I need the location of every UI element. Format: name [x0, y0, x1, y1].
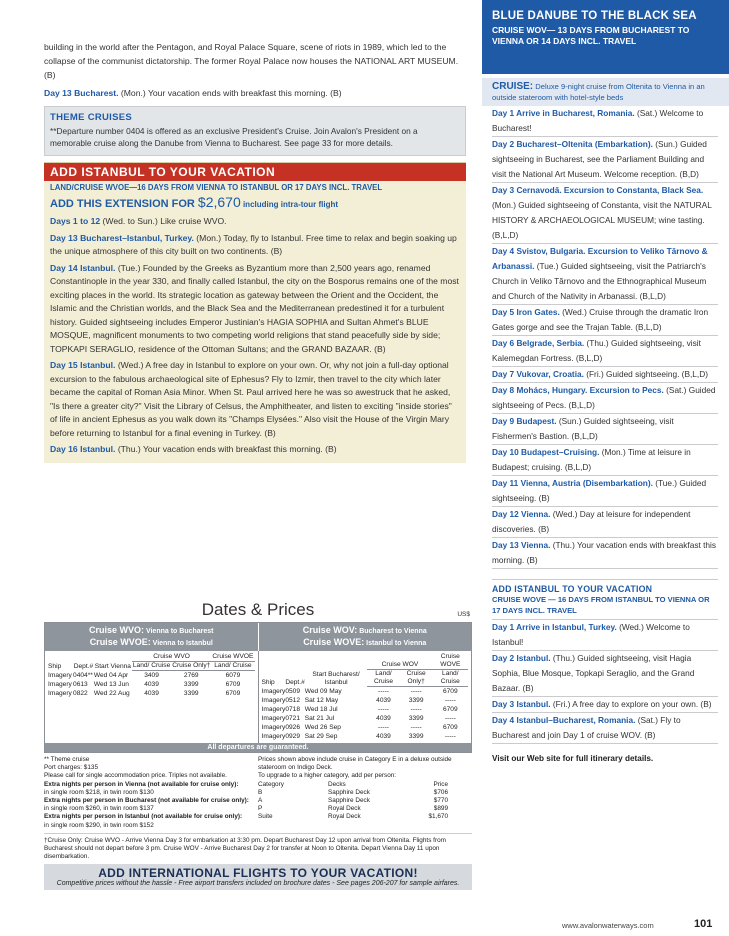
day-text: (Fri.) Guided sightseeing. (B,L,D) [583, 369, 708, 379]
day-label: Day 2 Istanbul. [492, 653, 551, 663]
upgrade-category: A [258, 797, 263, 805]
flights-title: ADD INTERNATIONAL FLIGHTS TO YOUR VACATION! [98, 866, 418, 881]
upgrade-table: Category Decks Price B Sapphire Deck $706 A Sapphire Deck $770 P Royal Deck $899 Suite Royal Deck $1,670 [258, 780, 448, 821]
table-row [262, 723, 469, 732]
table-row [262, 696, 469, 705]
day-text: (Tue.) Guided sightseeing, visit the Patriarch's Church in Veliko Tărnovo and the Ethnographical Museum and Church of the Nativity in Arbanassi. (B,L,D) [492, 261, 707, 301]
flights-banner [44, 864, 472, 890]
table-cell: Imagery [261, 715, 286, 722]
itinerary-day [492, 244, 718, 305]
dates-and-prices [44, 600, 472, 890]
fine-print-line: in single room $290, in twin room $152 [44, 821, 154, 829]
day-text: (Wed.) Cruise through the dramatic Iron Gates gorge and see the Trajan Table. (B,L,D) [492, 307, 709, 332]
upgrade-deck: Royal Deck [328, 805, 361, 813]
table-cell: 4039 [144, 690, 159, 697]
right-table-heading: Cruise WOV: Bucharest to Vienna Cruise WOVE: Istanbul to Vienna [302, 625, 427, 647]
extension-day: Days 1 to 12 (Wed. to Sun.) Like cruise WVO. [50, 216, 227, 226]
itinerary-day [492, 620, 718, 651]
left-table-heading: Cruise WVO: Vienna to Bucharest Cruise WVOE: Vienna to Istanbul [45, 623, 259, 651]
itinerary-subtitle: CRUISE WOV— 13 DAYS FROM BUCHAREST TO VIENNA OR 14 DAYS INCL. TRAVEL [492, 25, 690, 46]
table-cell: ----- [444, 697, 456, 704]
table-cell: Imagery [261, 724, 286, 731]
itinerary-day [492, 106, 718, 137]
table-cell: ----- [410, 706, 422, 713]
table-row [48, 680, 255, 689]
extension-title: ADD ISTANBUL TO YOUR VACATION [44, 163, 466, 181]
itinerary-day [492, 445, 718, 476]
day-text: (Wed.) Welcome to Istanbul! [492, 622, 690, 647]
fine-print-line: Port charges: $135 [44, 764, 98, 772]
itinerary-day [492, 305, 718, 336]
extension-subtitle: LAND/CRUISE WVOE—16 DAYS FROM VIENNA TO ISTANBUL OR 17 DAYS INCL. TRAVEL [50, 183, 383, 192]
table-cell: 0512 [285, 697, 300, 704]
day-text: (Thu.) Your vacation ends with breakfast this morning. (B) [492, 540, 716, 565]
table-cell: Imagery [48, 681, 72, 688]
table-cell: Wed 13 Jun [93, 681, 129, 688]
extension-day: Day 14 Istanbul. (Tue.) Founded by the Greeks as Byzantium more than 2,500 years ago, renamed Constantinople in the year 330, and finally called Istanbul, the city on the Bosporus remains one of the most exciting places in the world. Its strategic location as gateway between the Orient and the Occident, the Islamic and the Christian worlds, and the Black Sea and the Mediterranean predestined it for a turbulent history. Guided sightseeing includes Emperor Justinian's HAGIA SOPHIA and Sultan Ahmet's BLUE MOSQUE, magnificent monuments to two competing world religions that stand peacefully side by side; TOPKAPI SERAGLIO, residence of the Ottoman Sultans; and the GRAND BAZAAR. (B) [50, 262, 459, 354]
table-cell: 3399 [183, 681, 199, 688]
price-table-header [45, 623, 471, 651]
table-cell: Sat 12 May [304, 697, 339, 704]
extension-day: Day 13 Bucharest–Istanbul, Turkey. (Mon.) Today, fly to Istanbul. Free time to relax and begin soaking up the unique atmosphere of this city built on two continents. (B) [50, 232, 457, 256]
left-price-table: Ship Dept.# Start Vienna Cruise WVO Cruise WVOE Land/ Cruise Cruise Only† Land/ Cruise Imagery 0404** Wed 04 Apr 3409 2769 6079 Imagery 0613 Wed 13 Jun 4039 3399 6709 Imagery 0822 Wed 22 Aug 4039 3399 6709 [48, 653, 254, 697]
table-row [262, 687, 469, 697]
currency-label: US$ [457, 611, 470, 618]
right-price-table-wrap [259, 651, 472, 743]
table-cell: ----- [378, 688, 389, 695]
theme-cruises-title: THEME CRUISES [50, 112, 133, 123]
day-label: Day 4 Istanbul–Bucharest, Romania. [492, 715, 636, 725]
dates-title: Dates & Prices US$ [201, 600, 470, 619]
itinerary-day [492, 383, 718, 414]
table-cell: 6079 [225, 672, 241, 679]
day-label: Day 3 Istanbul. [492, 699, 551, 709]
day-text: (Sun.) Guided sightseeing in Bucharest, see the Parliament Building and visit the National Art Museum. Welcome reception. (B,D) [492, 139, 707, 179]
footer-url[interactable]: www.avalonwaterways.com [562, 921, 654, 930]
table-cell: 6709 [225, 690, 241, 697]
upgrade-category: Suite [258, 813, 273, 821]
day-label: Day 7 Vukovar, Croatia. [492, 369, 584, 379]
itinerary-day [492, 183, 718, 244]
table-cell: 4039 [376, 697, 391, 704]
flights-subtitle: Competitive prices without the hassle - Free airport transfers included on brochure dates - See pages 206-207 for sample airfares. [56, 880, 460, 888]
itinerary-body [482, 106, 718, 763]
page-number: 101 [694, 918, 713, 930]
table-cell: 2769 [183, 672, 199, 679]
table-cell: 6709 [442, 724, 458, 731]
intro-day13: Day 13 Bucharest. (Mon.) Your vacation ends with breakfast this morning. (B) [44, 88, 342, 98]
fine-print [44, 753, 472, 830]
itinerary-day [492, 137, 718, 183]
table-cell: ----- [444, 733, 456, 740]
extension-day: Day 15 Istanbul. (Wed.) A free day in Istanbul to explore on your own. Or, why not join a full-day optional excursion to the fabulous archaeological site of Ephesus? Fly to Izmir, then travel to the city which later became the capital of Roman Asia Minor. When St. Paul arrived here he was so awestruck that he asked, "Is there a greater city?" Visit the Library of Celsus, the Amphitheater, and listen to exciting "inside stories" of life in ancient Ephesus as you walk down its "Champs Elysées." Also visit the House of the Virgin Mary before returning to Istanbul for a final evening in Turkey. (B) [50, 360, 452, 438]
table-cell: 3399 [408, 733, 424, 740]
day-label: Day 2 Bucharest–Oltenita (Embarkation). [492, 139, 653, 149]
day-label: Day 10 Budapest–Cruising. [492, 447, 600, 457]
table-cell: 4039 [144, 681, 159, 688]
cruise-only-note: †Cruise Only: Cruise WVO - Arrive Vienna Day 3 for embarkation at 3:30 pm. Depart Bucharest Day 12 upon arrival from Oltenita. Flights from Bucharest should not depart before 3 pm. Cruise WOV - Arrive Bucharest Day 2 for transfer at Noon to Oltenita. Depart Vienna Day 11 upon disembarkation. [44, 833, 472, 862]
day-text: (Wed.) Day at leisure for independent discoveries. (B) [492, 509, 691, 534]
table-row [48, 689, 255, 698]
table-cell: ----- [444, 715, 456, 722]
day-label: Day 5 Iron Gates. [492, 307, 560, 317]
itinerary-day [492, 367, 718, 383]
table-cell: Wed 26 Sep [304, 724, 341, 731]
table-cell: 4039 [376, 733, 391, 740]
table-cell: 6709 [442, 688, 458, 695]
table-cell: Imagery [261, 733, 286, 740]
fine-print-line: Extra nights per person in Bucharest (not available for cruise only): [44, 797, 249, 805]
table-cell: ----- [378, 706, 389, 713]
day-text: (Sun.) Guided sightseeing, visit Fishermen's Bastion. (B,L,D) [492, 416, 674, 441]
upgrade-price: $1,670 [428, 813, 448, 821]
table-cell: Imagery [48, 671, 72, 679]
table-cell: 0404** [73, 671, 93, 679]
table-cell: Wed 22 Aug [93, 690, 130, 697]
cruise-summary: CRUISE: Deluxe 9-night cruise from Oltenita to Vienna in an outside stateroom with hotel-style beds [482, 78, 729, 106]
itinerary-day [492, 476, 718, 507]
table-cell: 6709 [225, 681, 241, 688]
table-cell: Sat 29 Sep [304, 733, 338, 740]
upgrade-deck: Sapphire Deck [328, 788, 370, 796]
price-table-box [44, 622, 472, 753]
table-row [48, 671, 255, 681]
theme-cruises-box [44, 106, 466, 156]
extension-day: Day 16 Istanbul. (Thu.) Your vacation ends with breakfast this morning. (B) [50, 444, 337, 454]
table-cell: ----- [410, 688, 422, 695]
itinerary-day [492, 538, 718, 569]
guaranteed-banner: All departures are guaranteed. [45, 743, 471, 752]
fine-print-left [44, 756, 258, 830]
table-cell: Imagery [261, 687, 286, 695]
upgrade-deck: Sapphire Deck [328, 797, 370, 805]
table-cell: 0721 [285, 715, 300, 722]
day-label: Day 9 Budapest. [492, 416, 557, 426]
itinerary-day [492, 414, 718, 445]
table-cell: 0613 [73, 681, 88, 688]
upgrade-category: P [258, 805, 263, 813]
itinerary-day [492, 336, 718, 367]
table-cell: 3409 [144, 672, 159, 679]
day-label: Day 3 Cernavodă. Excursion to Constanta, Black Sea. [492, 185, 704, 195]
upgrade-deck: Royal Deck [328, 813, 361, 821]
table-row [262, 732, 469, 741]
extension-days [492, 620, 718, 744]
table-cell: ----- [378, 724, 389, 731]
table-cell: 0822 [73, 690, 88, 697]
table-cell: 0509 [285, 687, 300, 695]
fine-print-line: Extra nights per person in Vienna (not available for cruise only): [44, 780, 239, 788]
day-text: (Thu.) Guided sightseeing, visit Hagia Sophia, Blue Mosque, Topkapi Seraglio, and the Grand Bazaar. (B) [492, 653, 695, 693]
right-price-table: Ship Dept.# Start Bucharest/ Istanbul Cruise WOV Cruise WOVE Land/ Cruise Cruise Only† Land/ Cruise Imagery 0509 Wed 09 May ----- ----- 6709 Imagery 0512 Sat 12 May 4039 3399 ----- Imagery 0718 Wed 18 Jul ----- ----- 6709 Imagery 0721 Sat 21 Jul 4039 3399 ----- Imagery 0926 Wed 26 Sep ----- ----- 6709 Imagery 0929 Sat 29 Sep 4039 3399 ----- [262, 653, 469, 741]
table-cell: Sat 21 Jul [304, 715, 335, 722]
istanbul-extension-box [44, 162, 466, 463]
left-column [44, 40, 466, 463]
day-label: Day 6 Belgrade, Serbia. [492, 338, 585, 348]
right-extension-subtitle: CRUISE WOVE — 16 DAYS FROM ISTANBUL TO VIENNA OR 17 DAYS INCL. TRAVEL [492, 594, 718, 620]
day-text: (Mon.) Guided sightseeing of Constanta, visit the NATURAL HISTORY & ARCHAEOLOGICAL MUSEUM; wine tasting. (B,L,D) [492, 200, 712, 240]
upgrade-category: B [258, 788, 263, 796]
left-price-table-wrap [45, 651, 259, 743]
itinerary-title: BLUE DANUBE TO THE BLACK SEA [492, 10, 697, 22]
fine-print-line: in single room $260, in twin room $137 [44, 805, 154, 813]
web-note: Visit our Web site for full itinerary details. [492, 754, 654, 763]
day-text: (Tue.) Guided sightseeing. (B) [492, 478, 707, 503]
intro-paragraph: building in the world after the Pentagon, and Royal Palace Square, scene of riots in 1989, which led to the collapse of the communist dictatorship. The former Royal Palace now houses the NATIONAL ART MUSEUM. (B) [44, 42, 459, 80]
theme-cruises-text: **Departure number 0404 is offered as an exclusive President's Cruise. Join Avalon's President on a memorable cruise along the Danube from Vienna to Bucharest. See page 33 for more details. [50, 126, 418, 148]
table-cell: Imagery [48, 690, 72, 697]
day-text: (Mon.) Time at leisure in Budapest; cruising. (B,L,D) [492, 447, 691, 472]
itinerary-day [492, 713, 718, 744]
extension-price-line: ADD THIS EXTENSION FOR $2,670 including intra-tour flight [50, 194, 339, 210]
table-cell: 3399 [408, 715, 424, 722]
fine-print-line: ** Theme cruise [44, 756, 90, 763]
day-label: Day 8 Mohács, Hungary. Excursion to Pecs. [492, 385, 664, 395]
extension-price: $2,670 [197, 194, 241, 210]
table-row [262, 705, 469, 714]
day-text: (Sat.) Guided sightseeing of Pecs. (B,L,D) [492, 385, 716, 410]
day-label: Day 13 Vienna. [492, 540, 551, 550]
itinerary-day [492, 507, 718, 538]
table-cell: Wed 18 Jul [304, 706, 338, 713]
table-row [262, 714, 469, 723]
fine-print-right: Prices shown above include cruise in Category E in a deluxe outside stateroom on Indigo Deck. To upgrade to a higher category, add per person: Category Decks Price B Sapphire Deck $706 A Sapphire Deck $770 P Royal Deck $899 Suite Royal Deck $1,670 [258, 756, 472, 830]
table-cell: 0929 [285, 733, 300, 740]
table-cell: 6709 [442, 706, 458, 713]
right-column [482, 0, 729, 936]
day-label: Day 11 Vienna, Austria (Disembarkation). [492, 478, 653, 488]
table-cell: Wed 04 Apr [93, 671, 129, 679]
upgrade-price: $706 [433, 788, 448, 796]
table-cell: Imagery [261, 706, 286, 713]
day-text: (Thu.) Guided sightseeing, visit Kalemegdan Fortress. (B,L,D) [492, 338, 701, 363]
table-cell: ----- [410, 724, 422, 731]
table-cell: 0718 [285, 706, 300, 713]
upgrade-price: $899 [433, 805, 448, 813]
table-cell: Wed 09 May [304, 687, 342, 695]
day-label: Day 1 Arrive in Istanbul, Turkey. [492, 622, 617, 632]
fine-print-line: Please call for single accommodation price. Triples not available. [44, 772, 227, 780]
right-extension-title: ADD ISTANBUL TO YOUR VACATION [492, 579, 718, 594]
day-text: (Sat.) Welcome to Bucharest! [492, 108, 704, 133]
day-text: (Fri.) A free day to explore on your own. (B) [550, 699, 712, 709]
itinerary-days [492, 106, 718, 569]
table-cell: Imagery [261, 697, 286, 704]
itinerary-day [492, 697, 718, 713]
fine-print-line: in single room $218, in twin room $130 [44, 788, 154, 796]
fine-print-line: Extra nights per person in Istanbul (not available for cruise only): [44, 813, 243, 821]
itinerary-header [482, 0, 729, 74]
table-cell: 4039 [376, 715, 391, 722]
itinerary-day [492, 651, 718, 697]
day-text: (Sat.) Fly to Bucharest and join Day 1 of cruise WOV. (B) [492, 715, 681, 740]
table-cell: 0926 [285, 724, 300, 731]
table-cell: 3399 [408, 697, 424, 704]
day-label: Day 4 Svistov, Bulgaria. Excursion to Veliko Tărnovo & Arbanassi. [492, 246, 708, 271]
upgrade-price: $770 [433, 797, 448, 805]
day-label: Day 12 Vienna. [492, 509, 551, 519]
day-label: Day 1 Arrive in Bucharest, Romania. [492, 108, 635, 118]
table-cell: 3399 [183, 690, 199, 697]
